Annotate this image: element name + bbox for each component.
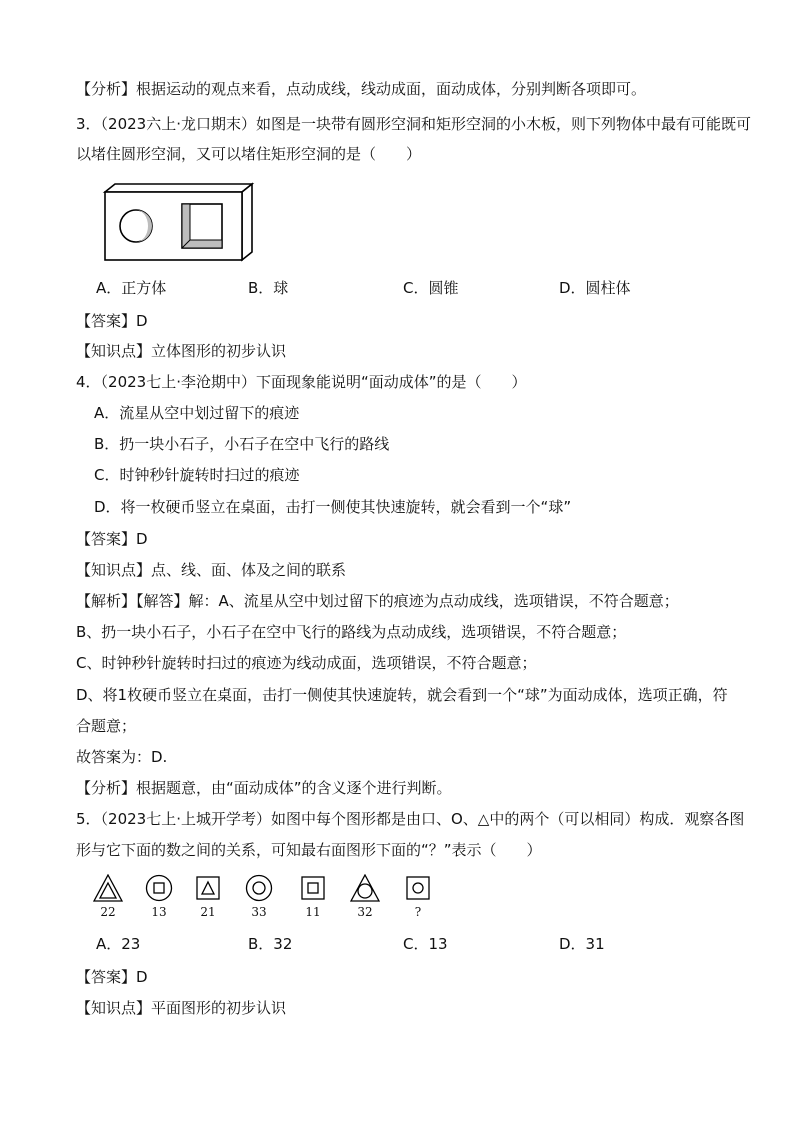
q4-answer: 【答案】D — [76, 530, 148, 548]
q4-final-answer: 故答案为：D. — [76, 748, 168, 766]
q4-option-b: B．扔一块小石子，小石子在空中飞行的路线 — [94, 435, 390, 453]
q5-figure-2-number: 13 — [151, 905, 167, 919]
q3-option-a: A．正方体 — [96, 279, 167, 297]
q5-option-b: B．32 — [248, 935, 293, 953]
q4-solution-line3: C、时钟秒针旋转时扫过的痕迹为线动成面，选项错误，不符合题意； — [76, 654, 537, 672]
q4-solution-line5: 合题意； — [76, 717, 137, 735]
q4-option-c: C．时钟秒针旋转时扫过的痕迹 — [94, 466, 300, 484]
circle-in-triangle-icon — [350, 874, 380, 902]
q5-figure-7-number: ? — [414, 905, 422, 919]
q5-option-c: C．13 — [403, 935, 448, 953]
q5-answer: 【答案】D — [76, 968, 148, 986]
q5-figure-3-number: 21 — [200, 905, 216, 919]
q3-options — [96, 277, 736, 299]
q3-text-line1: 3．（2023六上·龙口期末）如图是一块带有圆形空洞和矩形空洞的小木板，则下列物体中最有可能既可 — [76, 115, 751, 133]
q5-figure-2 — [143, 874, 175, 919]
square-in-square-icon — [298, 874, 328, 902]
q3-option-c: C．圆锥 — [403, 279, 459, 297]
q3-option-b: B．球 — [248, 279, 289, 297]
q5-options — [96, 933, 736, 955]
q5-option-a: A．23 — [96, 935, 141, 953]
q4-knowledge-point: 【知识点】点、线、面、体及之间的联系 — [76, 561, 347, 579]
square-in-circle-icon — [144, 874, 174, 902]
q3-option-d: D．圆柱体 — [559, 279, 631, 297]
wooden-board-figure — [102, 182, 262, 270]
q3-text-line2: 以堵住圆形空洞，又可以堵住矩形空洞的是（ ） — [76, 145, 422, 163]
q5-figure-6 — [349, 874, 381, 919]
q4-text: 4．（2023七上·李沧期中）下面现象能说明“面动成体”的是（ ） — [76, 373, 527, 391]
q4-analysis: 【分析】根据题意，由“面动成体”的含义逐个进行判断。 — [76, 779, 452, 797]
q3-knowledge-point: 【知识点】立体图形的初步认识 — [76, 342, 287, 360]
q4-option-d: D．将一枚硬币竖立在桌面，击打一侧使其快速旋转，就会看到一个“球” — [94, 498, 572, 516]
q5-text-line1: 5．（2023七上·上城开学考）如图中每个图形都是由口、O、△中的两个（可以相同）构成．观察各图 — [76, 810, 745, 828]
q5-figure-7 — [402, 874, 434, 919]
analysis-line-prev: 【分析】根据运动的观点来看，点动成线，线动成面，面动成体，分别判断各项即可。 — [76, 80, 647, 98]
q3-answer: 【答案】D — [76, 312, 148, 330]
q5-option-d: D．31 — [559, 935, 605, 953]
q5-figure-4 — [243, 874, 275, 919]
triangle-in-triangle-icon — [93, 874, 123, 902]
q5-text-line2: 形与它下面的数之间的关系，可知最右面图形下面的“？”表示（ ） — [76, 841, 542, 859]
q5-figure-5-number: 11 — [305, 905, 321, 919]
q5-knowledge-point: 【知识点】平面图形的初步认识 — [76, 999, 287, 1017]
q5-figure-3 — [192, 874, 224, 919]
q5-figure-1-number: 22 — [100, 905, 116, 919]
q4-solution-line4: D、将1枚硬币竖立在桌面，击打一侧使其快速旋转，就会看到一个“球”为面动成体，选项正确，符 — [76, 686, 728, 704]
q5-figure-4-number: 33 — [251, 905, 267, 919]
q5-figure-row — [92, 874, 452, 924]
circle-in-circle-icon — [244, 874, 274, 902]
q5-figure-6-number: 32 — [357, 905, 373, 919]
q4-option-a: A．流星从空中划过留下的痕迹 — [94, 404, 300, 422]
q4-solution-line2: B、扔一块小石子，小石子在空中飞行的路线为点动成线，选项错误，不符合题意； — [76, 623, 627, 641]
circle-in-square-icon — [403, 874, 433, 902]
triangle-in-square-icon — [193, 874, 223, 902]
q4-solution-line1: 【解析】【解答】解：A、流星从空中划过留下的痕迹为点动成线，选项错误，不符合题意； — [76, 592, 679, 610]
q5-figure-1 — [92, 874, 124, 919]
q5-figure-5 — [297, 874, 329, 919]
